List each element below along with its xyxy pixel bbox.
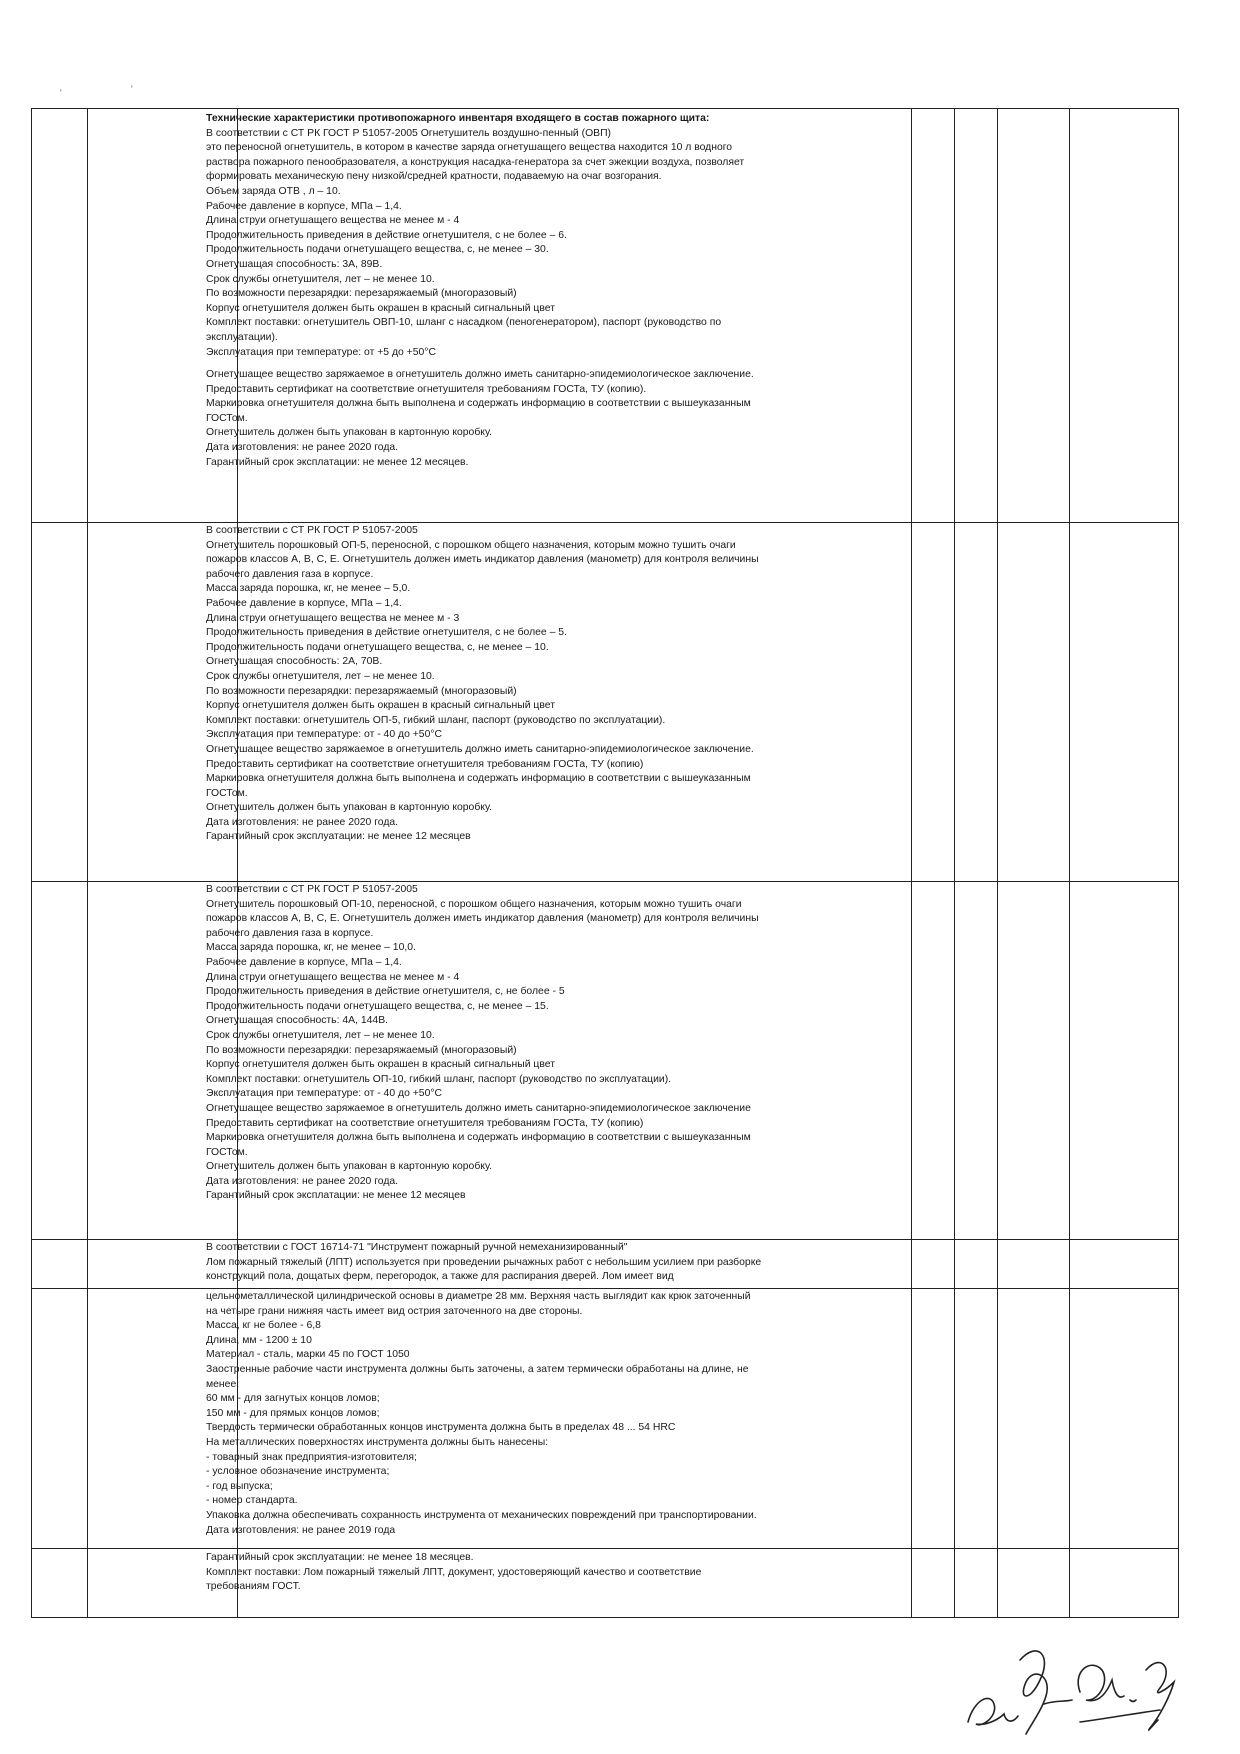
- spec-line: Огнетушитель должен быть упакован в картонную коробку.: [206, 802, 492, 814]
- spec-line: требованиям ГОСТ.: [206, 1581, 301, 1593]
- spec-line: Эксплуатация при температуре: от - 40 до +50°С: [206, 729, 443, 741]
- spec-line: Огнетушитель должен быть упакован в картонную коробку.: [206, 1161, 492, 1173]
- spec-line: рабочего давления газа в корпусе.: [206, 568, 374, 580]
- spacer: [206, 360, 876, 368]
- spec-line: 60 мм - для загнутых концов ломов;: [206, 1393, 380, 1405]
- spec-line: Срок службы огнетушителя, лет – не менее 10.: [206, 1029, 435, 1041]
- spec-line: Срок службы огнетушителя, лет – не менее 10.: [206, 273, 435, 285]
- spec-line: В соответствии с СТ РК ГОСТ Р 51057-2005 Огнетушитель воздушно-пенный (ОВП): [206, 127, 612, 139]
- spec-line: раствора пожарного пенообразователя, а конструкция насадка-генератора за счет эжекции воздуха, позволяет: [206, 156, 745, 168]
- spec-line: Предоставить сертификат на соответствие огнетушителя требованиям ГОСТа, ТУ (копию): [206, 1117, 644, 1129]
- spec-line: ГОСТом.: [206, 1146, 248, 1158]
- column-rule: [997, 109, 998, 1617]
- spec-line: эксплуатации).: [206, 331, 278, 343]
- row-rule: [32, 881, 1178, 882]
- spec-section-op5: [206, 524, 876, 845]
- scan-mark: ': [60, 88, 62, 98]
- spec-line: Эксплуатация при температуре: от - 40 до +50°С: [206, 1088, 443, 1100]
- spec-line: Объем заряда ОТВ , л – 10.: [206, 185, 341, 197]
- spec-line: рабочего давления газа в корпусе.: [206, 927, 374, 939]
- spec-line: Огнетушитель порошковый ОП-5, переносной, с порошком общего назначения, которым можно тушить очаги: [206, 539, 736, 551]
- spec-line: Огнетушащая способность: 3А, 89В.: [206, 258, 383, 270]
- spec-line: По возможности перезарядки: перезаряжаемый (многоразовый): [206, 288, 517, 300]
- spec-line: ГОСТом.: [206, 787, 248, 799]
- scan-mark: ': [131, 84, 133, 94]
- spec-line: Дата изготовления: не ранее 2020 года.: [206, 442, 399, 454]
- spec-line: Маркировка огнетушителя должна быть выполнена и содержать информацию в соответствии с вышеуказанным: [206, 773, 751, 785]
- spec-line: Продолжительность приведения в действие огнетушителя, с не более – 6.: [206, 229, 567, 241]
- spec-line: В соответствии с СТ РК ГОСТ Р 51057-2005: [206, 525, 418, 536]
- spec-line: Дата изготовления: не ранее 2020 года.: [206, 1175, 399, 1187]
- row-rule: [32, 1288, 1178, 1289]
- spec-line: Продолжительность подачи огнетушащего вещества, с, не менее – 10.: [206, 641, 549, 653]
- spec-line: Продолжительность приведения в действие огнетушителя, с, не более - 5: [206, 986, 565, 998]
- spec-line: цельнометаллической цилиндрической основы в диаметре 28 мм. Верхняя часть выглядит как крюк заточенный: [206, 1291, 751, 1302]
- spec-line: Маркировка огнетушителя должна быть выполнена и содержать информацию в соответствии с вышеуказанным: [206, 1132, 751, 1144]
- spec-line: Масса заряда порошка, кг, не менее – 5,0.: [206, 583, 411, 595]
- spec-line: Комплект поставки: огнетушитель ОП-10, гибкий шланг, паспорт (руководство по эксплуатации).: [206, 1073, 672, 1085]
- spec-line: менее:: [206, 1378, 240, 1390]
- section-title: Технические характеристики противопожарного инвентаря входящего в состав пожарного щита:: [206, 113, 710, 124]
- spec-line: На металлических поверхностях инструмента должны быть нанесены:: [206, 1436, 549, 1448]
- spec-section-lpt-body: [206, 1290, 876, 1538]
- spec-line: Комплект поставки: огнетушитель ОП-5, гибкий шланг, паспорт (руководство по эксплуатации).: [206, 714, 666, 726]
- column-rule: [911, 109, 912, 1617]
- spec-line: пожаров классов А, В, С, Е. Огнетушитель должен иметь индикатор давления (манометр) для контроля величины: [206, 554, 759, 566]
- spec-line: ГОСТом.: [206, 412, 248, 424]
- spec-line: Длина струи огнетушащего вещества не менее м - 4: [206, 971, 460, 983]
- spec-line: Продолжительность приведения в действие огнетушителя, с не более – 5.: [206, 627, 567, 639]
- spec-section-op10: [206, 883, 876, 1204]
- row-rule: [32, 1548, 1178, 1549]
- spec-line: Гарантийный срок эксплуатации: не менее 12 месяцев: [206, 831, 471, 843]
- spec-line: По возможности перезарядки: перезаряжаемый (многоразовый): [206, 685, 517, 697]
- spec-line: В соответствии с СТ РК ГОСТ Р 51057-2005: [206, 884, 418, 895]
- spec-line: формировать механическую пену низкой/средней кратности, подаваемую на очаг возгорания.: [206, 171, 662, 183]
- spec-line: Огнетушащее вещество заряжаемое в огнетушитель должно иметь санитарно-эпидемиологическое заключение.: [206, 369, 754, 381]
- spec-line: Огнетушащая способность: 4А, 144В.: [206, 1015, 389, 1027]
- column-rule: [954, 109, 955, 1617]
- spec-line: Дата изготовления: не ранее 2020 года.: [206, 816, 399, 828]
- spec-line: Продолжительность подачи огнетушащего вещества, с, не менее – 15.: [206, 1000, 549, 1012]
- spec-line: Предоставить сертификат на соответствие огнетушителя требованиям ГОСТа, ТУ (копию): [206, 758, 644, 770]
- spec-line: Комплект поставки: огнетушитель ОВП-10, шланг с насадком (пеногенератором), паспорт (руководство по: [206, 317, 722, 329]
- spec-line: - условное обозначение инструмента;: [206, 1466, 390, 1478]
- spec-line: Огнетушащая способность: 2А, 70В.: [206, 656, 383, 668]
- row-rule: [32, 1239, 1178, 1240]
- spec-line: Лом пожарный тяжелый (ЛПТ) используется при проведении рычажных работ с небольшим усилием при разборке: [206, 1256, 762, 1268]
- spec-line: В соответствии с ГОСТ 16714-71 "Инструмент пожарный ручной немеханизированный": [206, 1242, 628, 1253]
- spec-line: Дата изготовления: не ранее 2019 года: [206, 1524, 396, 1536]
- row-rule: [32, 522, 1178, 523]
- spec-line: Огнетушащее вещество заряжаемое в огнетушитель должно иметь санитарно-эпидемиологическое заключение.: [206, 743, 754, 755]
- spec-line: Длина, мм - 1200 ± 10: [206, 1334, 312, 1346]
- spec-section-ovp10: [206, 112, 876, 470]
- spec-line: Рабочее давление в корпусе, МПа – 1,4.: [206, 200, 402, 212]
- spec-line: Длина струи огнетушащего вещества не менее м - 3: [206, 612, 460, 624]
- spec-line: пожаров классов А, В, С, Е. Огнетушитель должен иметь индикатор давления (манометр) для контроля величины: [206, 913, 759, 925]
- spec-line: - товарный знак предприятия-изготовителя;: [206, 1451, 417, 1463]
- spec-line: Срок службы огнетушителя, лет – не менее 10.: [206, 670, 435, 682]
- spec-line: Комплект поставки: Лом пожарный тяжелый ЛПТ, документ, удостоверяющий качество и соответствие: [206, 1566, 702, 1578]
- spec-line: Корпус огнетушителя должен быть окрашен в красный сигнальный цвет: [206, 700, 555, 712]
- spec-line: конструкций пола, дощатых ферм, перегородок, а также для распирания дверей. Лом имеет вид: [206, 1271, 674, 1283]
- spec-line: Рабочее давление в корпусе, МПа – 1,4.: [206, 956, 402, 968]
- spec-line: на четыре грани нижняя часть имеет вид острия заточенного на две стороны.: [206, 1305, 583, 1317]
- spec-line: По возможности перезарядки: перезаряжаемый (многоразовый): [206, 1044, 517, 1056]
- spec-line: Длина струи огнетушащего вещества не менее м - 4: [206, 215, 460, 227]
- spec-line: Огнетушитель должен быть упакован в картонную коробку.: [206, 427, 492, 439]
- spec-line: Предоставить сертификат на соответствие огнетушителя требованиям ГОСТа, ТУ (копию).: [206, 383, 647, 395]
- spec-line: Рабочее давление в корпусе, МПа – 1,4.: [206, 597, 402, 609]
- spec-line: Гарантийный срок эксплуатации: не менее 18 месяцев.: [206, 1552, 474, 1563]
- spec-line: это переносной огнетушитель, в котором в качестве заряда огнетушащего вещества находится 10 л водного: [206, 142, 733, 154]
- spec-line: Твердость термически обработанных концов инструмента должна быть в пределах 48 ... 54 HRC: [206, 1422, 676, 1434]
- spec-line: Корпус огнетушителя должен быть окрашен в красный сигнальный цвет: [206, 302, 555, 314]
- spec-line: Материал - сталь, марки 45 по ГОСТ 1050: [206, 1349, 410, 1361]
- column-rule: [1069, 109, 1070, 1617]
- column-rule: [87, 109, 88, 1617]
- spec-line: Упаковка должна обеспечивать сохранность инструмента от механических повреждений при транспортировании.: [206, 1509, 757, 1521]
- spec-section-lpt-intro: [206, 1241, 876, 1285]
- spec-line: Масса заряда порошка, кг, не менее – 10,0.: [206, 942, 416, 954]
- spec-line: - номер стандарта.: [206, 1495, 298, 1507]
- spec-line: Масса, кг не более - 6,8: [206, 1320, 321, 1332]
- spec-line: Продолжительность подачи огнетушащего вещества, с, не менее – 30.: [206, 244, 549, 256]
- handwritten-signature: [960, 1630, 1190, 1740]
- spec-line: Эксплуатация при температуре: от +5 до +50°С: [206, 346, 436, 358]
- spec-line: Корпус огнетушителя должен быть окрашен в красный сигнальный цвет: [206, 1059, 555, 1071]
- spec-line: 150 мм - для прямых концов ломов;: [206, 1407, 380, 1419]
- spec-line: Огнетушитель порошковый ОП-10, переносной, с порошком общего назначения, которым можно тушить очаги: [206, 898, 742, 910]
- spec-line: Маркировка огнетушителя должна быть выполнена и содержать информацию в соответствии с вышеуказанным: [206, 398, 751, 410]
- spec-line: - год выпуска;: [206, 1480, 273, 1492]
- spec-line: Огнетушащее вещество заряжаемое в огнетушитель должно иметь санитарно-эпидемиологическое заключение: [206, 1102, 751, 1114]
- spec-line: Гарантийный срок эксплатации: не менее 12 месяцев: [206, 1190, 466, 1202]
- spec-line: Гарантийный срок эксплатации: не менее 12 месяцев.: [206, 456, 469, 468]
- spec-line: Заостренные рабочие части инструмента должны быть заточены, а затем термически обработаны на длине, не: [206, 1363, 749, 1375]
- spec-section-lpt-footer: [206, 1551, 876, 1595]
